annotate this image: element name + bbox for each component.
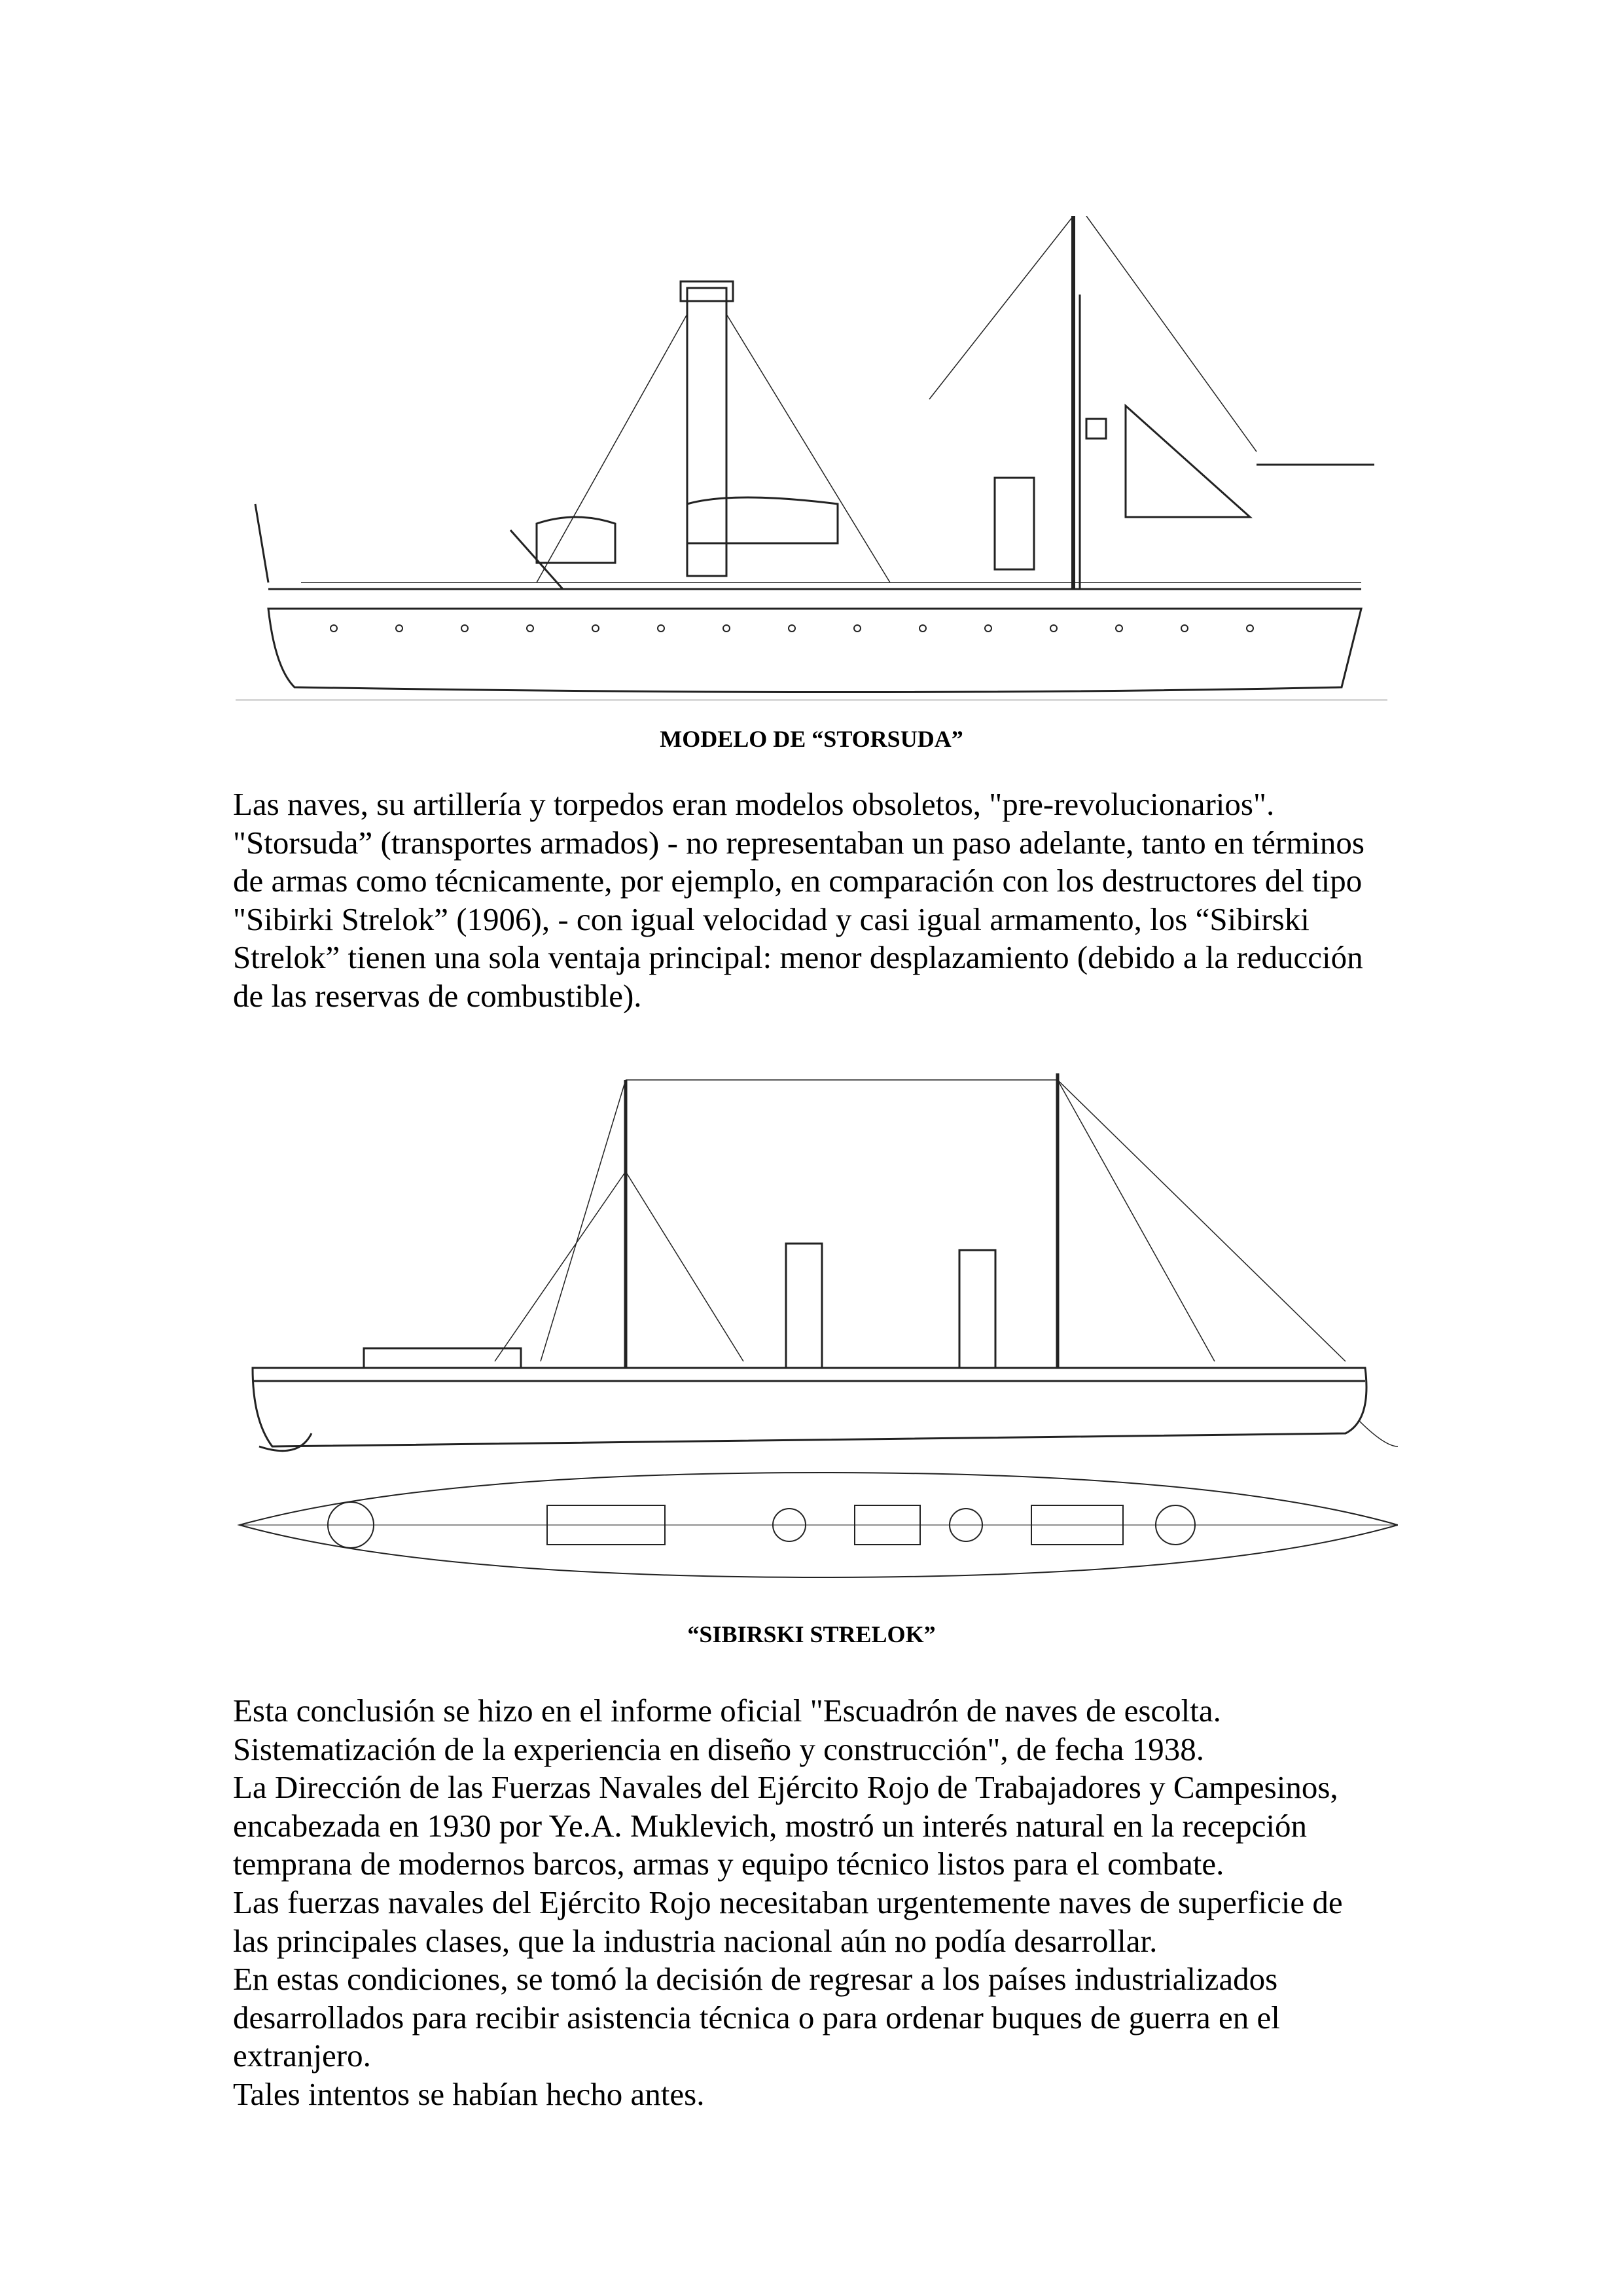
- text-line: de las reservas de combustible).: [233, 977, 642, 1014]
- text-line: Tales intentos se habían hecho antes.: [233, 2075, 705, 2112]
- figure-caption-storsuda: MODELO DE “STORSUDA”: [660, 726, 963, 752]
- text-line: temprana de modernos barcos, armas y equipo técnico listos para el combate.: [233, 1846, 1224, 1882]
- text-line: Las fuerzas navales del Ejército Rojo necesitaban urgentemente naves de superficie de: [233, 1884, 1343, 1920]
- storsuda-ship-drawing: [236, 216, 1387, 700]
- text-line: las principales clases, que la industria nacional aún no podía desarrollar.: [233, 1922, 1158, 1959]
- text-line: Strelok” tienen una sola ventaja principal: menor desplazamiento (debido a la reducción: [233, 939, 1363, 976]
- text-line: extranjero.: [233, 2037, 371, 2074]
- text-line: En estas condiciones, se tomó la decisión de regresar a los países industrializados: [233, 1961, 1278, 1998]
- text-line: Las naves, su artillería y torpedos eran modelos obsoletos, "pre-revolucionarios".: [233, 786, 1275, 822]
- figure-caption-sibirski-strelok: “SIBIRSKI STRELOK”: [687, 1621, 936, 1647]
- text-line: desarrollados para recibir asistencia técnica o para ordenar buques de guerra en el: [233, 1999, 1280, 2036]
- text-line: de armas como técnicamente, por ejemplo, en comparación con los destructores del tipo: [233, 863, 1363, 899]
- paragraph-2: [233, 1692, 1411, 2114]
- text-line: La Dirección de las Fuerzas Navales del Ejército Rojo de Trabajadores y Campesinos,: [233, 1769, 1338, 1806]
- text-line: encabezada en 1930 por Ye.A. Muklevich, mostró un interés natural en la recepción: [233, 1807, 1307, 1844]
- text-line: "Sibirki Strelok” (1906), - con igual velocidad y casi igual armamento, los “Sibirski: [233, 901, 1310, 937]
- text-line: Esta conclusión se hizo en el informe oficial "Escuadrón de naves de escolta.: [233, 1693, 1221, 1729]
- paragraph-1: [233, 785, 1411, 1016]
- text-line: Sistematización de la experiencia en diseño y construcción", de fecha 1938.: [233, 1731, 1204, 1767]
- sibirski-strelok-ship-drawing: [233, 1054, 1398, 1604]
- text-line: "Storsuda” (transportes armados) - no representaban un paso adelante, tanto en términos: [233, 824, 1364, 861]
